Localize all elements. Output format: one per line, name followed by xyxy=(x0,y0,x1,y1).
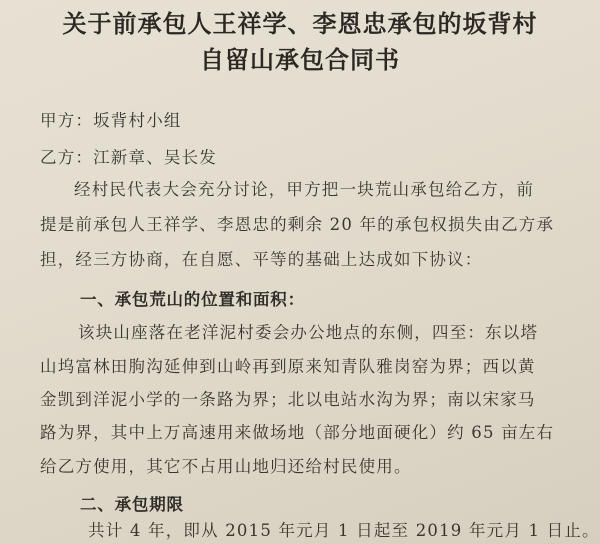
section-2-heading: 二、承包期限 xyxy=(80,495,184,514)
intro-line: 经村民代表大会充分讨论，甲方把一块荒山承包给乙方，前 xyxy=(74,180,535,199)
document-title-line-2: 自留山承包合同书 xyxy=(200,46,400,74)
section-1-line: 给乙方使用，其它不占用山地归还给村民使用。 xyxy=(40,457,412,476)
section-2-line: 共计 4 年，即从 2015 年元月 1 日起至 2019 年元月 1 日止。 xyxy=(88,521,600,540)
section-1-line: 山坞富林田朐沟延伸到山岭再到原来知青队雅岗窑为界；西以黄 xyxy=(40,357,536,376)
party-a-line: 甲方：坂背村小组 xyxy=(40,111,182,130)
intro-line: 担，经三方协商，在自愿、平等的基础上达成如下协议： xyxy=(40,250,483,269)
party-b-line: 乙方：江新章、吴长发 xyxy=(40,148,217,167)
document-title-line-1: 关于前承包人王祥学、李恩忠承包的坂背村 xyxy=(62,10,538,38)
section-1-heading: 一、承包荒山的位置和面积： xyxy=(80,290,305,309)
section-1-line: 金凯到洋泥小学的一条路为界；北以电站水沟为界；南以宋家马 xyxy=(40,390,536,409)
section-1-line: 该块山座落在老洋泥村委会办公地点的东侧，四至：东以塔 xyxy=(78,323,539,342)
intro-line: 提是前承包人王祥学、李恩忠的剩余 20 年的承包权损失由乙方承 xyxy=(40,215,555,234)
section-1-line: 路为界，其中上万高速用来做场地（部分地面硬化）约 65 亩左右 xyxy=(40,423,555,442)
